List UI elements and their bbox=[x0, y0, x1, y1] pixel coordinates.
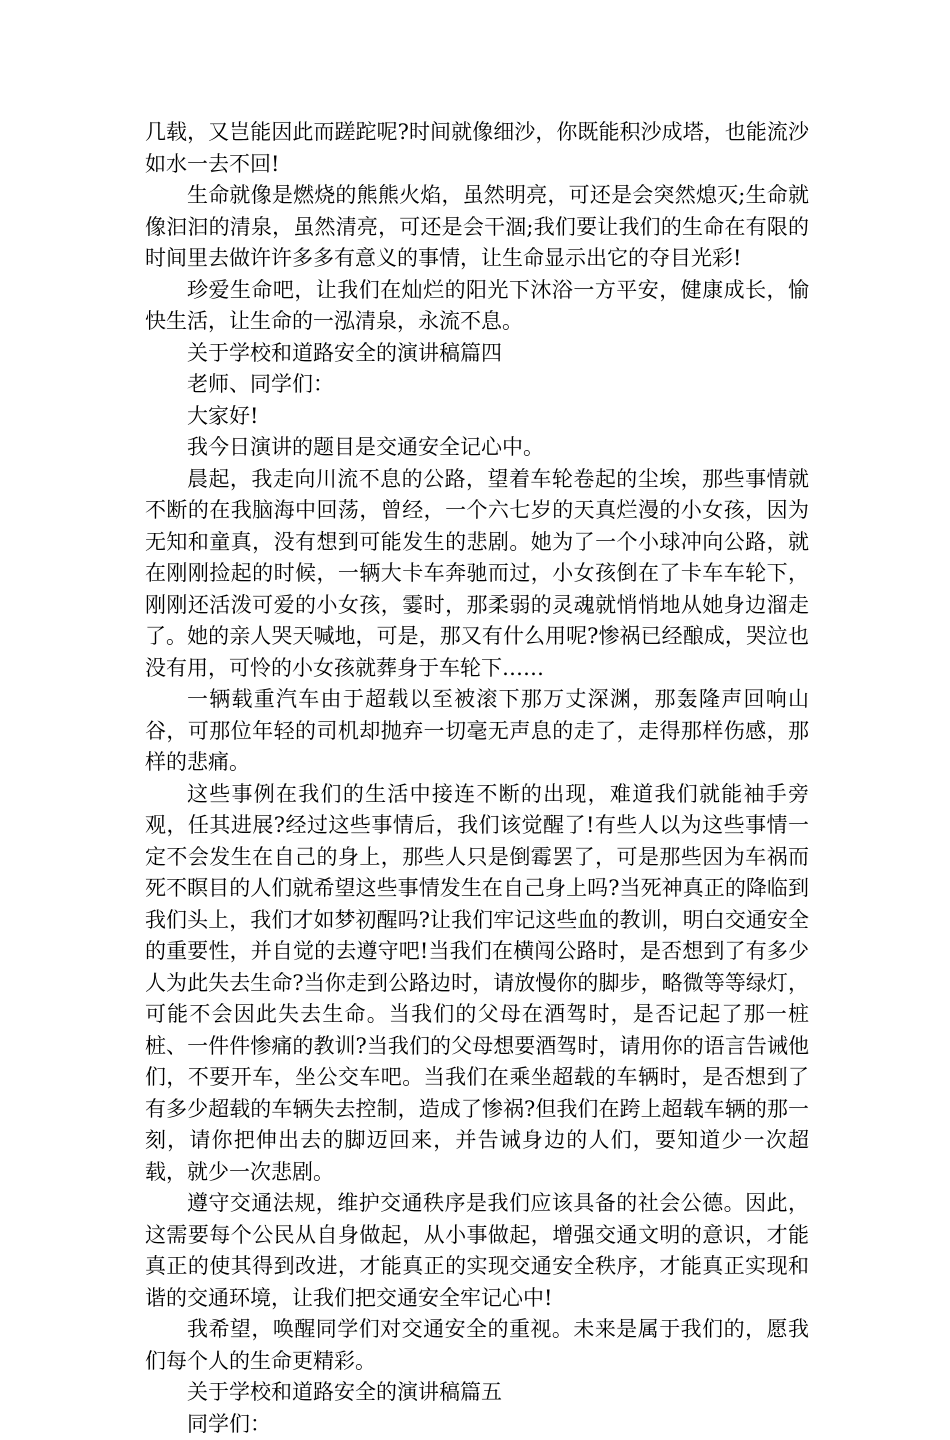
section-title-5: 关于学校和道路安全的演讲稿篇五 bbox=[145, 1377, 809, 1409]
paragraph-3: 珍爱生命吧，让我们在灿烂的阳光下沐浴一方平安，健康成长，愉快生活，让生命的一泓清泉，永流不息。 bbox=[145, 275, 809, 338]
paragraph-girl-story: 晨起，我走向川流不息的公路，望着车轮卷起的尘埃，那些事情就不断的在我脑海中回荡，曾经，一个六七岁的天真烂漫的小女孩，因为无知和童真，没有想到可能发生的悲剧。她为了一个小球冲向公路，就在刚刚捡起的时候，一辆大卡车奔驰而过，小女孩倒在了卡车车轮下，刚刚还活泼可爱的小女孩，霎时，那柔弱的灵魂就悄悄地从她身边溜走了。她的亲人哭天喊地，可是，那又有什么用呢?惨祸已经酿成，哭泣也没有用，可怜的小女孩就葬身于车轮下…… bbox=[145, 464, 809, 685]
paragraph-lessons: 这些事例在我们的生活中接连不断的出现，难道我们就能袖手旁观，任其进展?经过这些事情后，我们该觉醒了!有些人以为这些事情一定不会发生在自己的身上，那些人只是倒霉罢了，可是那些因为车祸而死不瞑目的人们就希望这些事情发生在自己身上吗?当死神真正的降临到我们头上，我们才如梦初醒吗?让我们牢记这些血的教训，明白交通安全的重要性，并自觉的去遵守吧!当我们在横闯公路时，是否想到了有多少人为此失去生命?当你走到公路边时，请放慢你的脚步，略微等等绿灯，可能不会因此失去生命。当我们的父母在酒驾时，是否记起了那一桩桩、一件件惨痛的教训?当我们的父母想要酒驾时，请用你的语言告诫他们，不要开车，坐公交车吧。当我们在乘坐超载的车辆时，是否想到了有多少超载的车辆失去控制，造成了惨祸?但我们在跨上超载车辆的那一刻，请你把伸出去的脚迈回来，并告诫身边的人们，要知道少一次超载，就少一次悲剧。 bbox=[145, 779, 809, 1189]
paragraph-traffic-rules: 遵守交通法规，维护交通秩序是我们应该具备的社会公德。因此，这需要每个公民从自身做起，从小事做起，增强交通文明的意识，才能真正的使其得到改进，才能真正的实现交通安全秩序，才能真正实现和谐的交通环境，让我们把交通安全牢记心中! bbox=[145, 1188, 809, 1314]
paragraph-hope: 我希望，唤醒同学们对交通安全的重视。未来是属于我们的，愿我们每个人的生命更精彩。 bbox=[145, 1314, 809, 1377]
speech-topic: 我今日演讲的题目是交通安全记心中。 bbox=[145, 432, 809, 464]
greeting: 大家好! bbox=[145, 401, 809, 433]
salutation-teachers: 老师、同学们： bbox=[145, 369, 809, 401]
section-title-4: 关于学校和道路安全的演讲稿篇四 bbox=[145, 338, 809, 370]
paragraph-truck-story: 一辆载重汽车由于超载以至被滚下那万丈深渊，那轰隆声回响山谷，可那位年轻的司机却抛弃一切毫无声息的走了，走得那样伤感，那样的悲痛。 bbox=[145, 684, 809, 779]
paragraph-1: 几载，又岂能因此而蹉跎呢?时间就像细沙，你既能积沙成塔，也能流沙如水一去不回! bbox=[145, 117, 809, 180]
paragraph-2: 生命就像是燃烧的熊熊火焰，虽然明亮，可还是会突然熄灭;生命就像汩汩的清泉，虽然清亮，可还是会干涸;我们要让我们的生命在有限的时间里去做许许多多有意义的事情，让生命显示出它的夺目光彩! bbox=[145, 180, 809, 275]
salutation-students: 同学们： bbox=[145, 1409, 809, 1440]
document-body bbox=[145, 117, 809, 1440]
